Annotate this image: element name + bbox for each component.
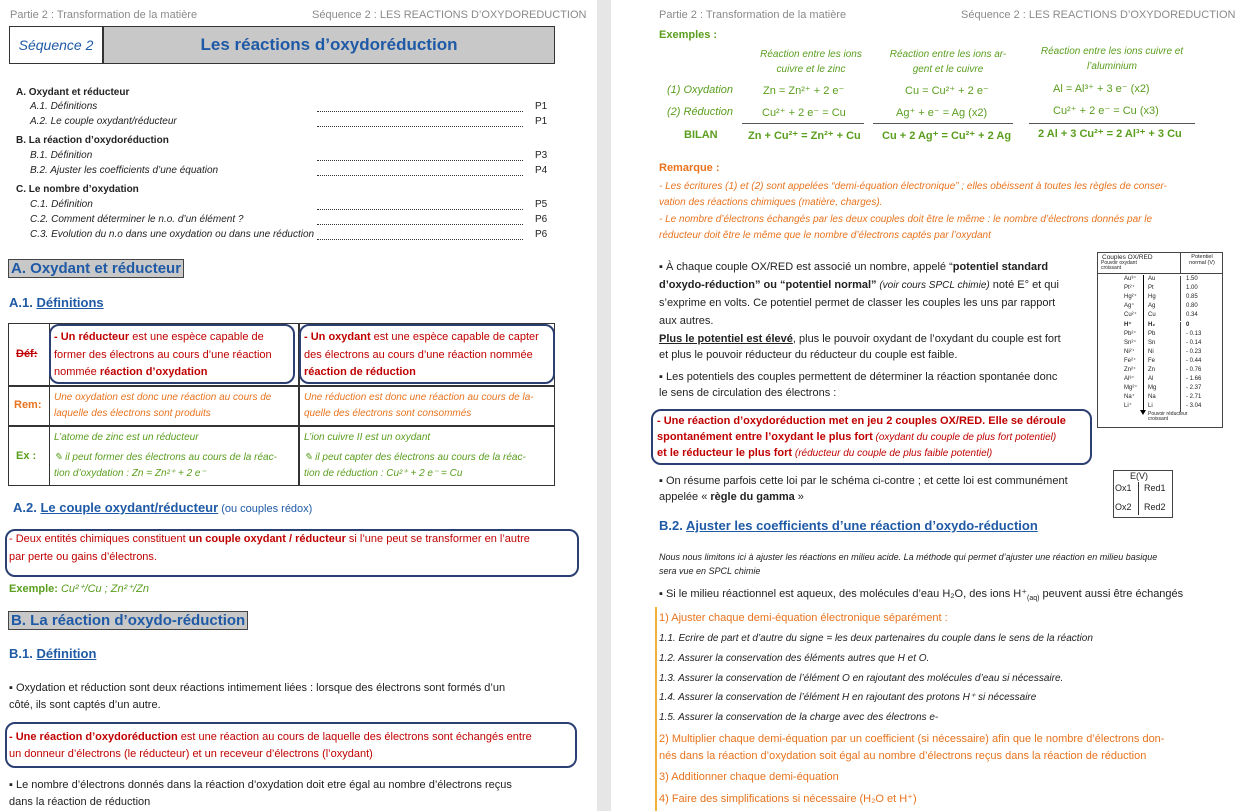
toc-page: P1: [535, 101, 548, 112]
redox-definition: - Une réaction d’oxydoréduction est une réaction au cours de laquelle des électrons sont échangés entre: [9, 731, 532, 743]
potential-paragraph-line3: s’exprime en volts. Ce potentiel permet de classer les couples les uns par rapport: [659, 297, 1056, 309]
b1-paragraph-line2: côté, ils sont captés d’un autre.: [9, 699, 161, 711]
section-a1-heading: A.1. Définitions: [9, 295, 104, 310]
couple-definition-line2: par perte ou gains d’électrons.: [9, 551, 157, 563]
gamma-red2: Red2: [1144, 502, 1166, 512]
ptable-oxidant: Fe²⁺: [1124, 357, 1137, 364]
ptable-potential: - 2.71: [1186, 394, 1202, 401]
row-label-reduction: (2) Réduction: [667, 106, 734, 118]
section-a-heading: A. Oxydant et réducteur: [8, 259, 184, 278]
steps-margin-bar: [655, 607, 657, 811]
ptable-reductant: Pt: [1148, 285, 1154, 292]
ptable-oxidant: Cu²⁺: [1124, 312, 1137, 319]
toc-item[interactable]: B.1. Définition: [30, 150, 93, 161]
ptable-reductant: Al: [1148, 376, 1154, 383]
ptable-oxidant: Pt²⁺: [1124, 285, 1135, 292]
col-head: Réaction entre les ions cuivre et le zinc: [760, 49, 862, 75]
ptable-potential: 0.85: [1186, 294, 1198, 301]
toc-item[interactable]: C.3. Evolution du n.o dans une oxydation ou dans une réduction: [30, 229, 315, 240]
toc-item[interactable]: C.1. Définition: [30, 199, 93, 210]
right-page: [611, 0, 1240, 811]
spontaneous-paragraph-line2: le sens de circulation des électrons :: [659, 387, 837, 399]
potential-paragraph: ▪ À chaque couple OX/RED est associé un nombre, appelé “potentiel standard: [659, 261, 1049, 273]
b2-aqueous-paragraph: ▪ Si le milieu réactionnel est aqueux, des molécules d’eau H₂O, des ions $H^+_{(aq)}$ peuvent aussi être échangés: [659, 588, 1184, 603]
ptable-reductant: Pb: [1148, 330, 1156, 337]
toc-item[interactable]: B.2. Ajuster les coefficients d’une équation: [30, 165, 219, 176]
ptable-potential: - 0.44: [1186, 357, 1202, 364]
step-1-5: 1.5. Assurer la conservation de la charge avec des électrons e-: [659, 712, 939, 723]
eq-ox-3: Al = Al³⁺ + 3 e⁻ (x2): [1053, 83, 1150, 95]
redox-definition-box: [5, 722, 577, 768]
ex-zinc: L’atome de zinc est un réducteur: [54, 432, 199, 443]
header-left: Partie 2 : Transformation de la matière: [10, 9, 198, 21]
ptable-oxidant: Au³⁺: [1124, 276, 1137, 282]
row-label-bilan: BILAN: [684, 129, 718, 141]
gamma-e-axis-label: E(V): [1130, 471, 1148, 481]
toc-page: P6: [535, 214, 548, 225]
remark-line: vation des réactions chimiques (matière, charges).: [659, 197, 883, 208]
section-b2-heading: B.2. Ajuster les coefficients d’une réaction d’oxydo-réduction: [659, 518, 1038, 533]
ptable-potential: - 0.23: [1186, 348, 1202, 355]
potential-paragraph-line2: d’oxydo-réduction” ou “potentiel normal” (voir cours SPCL chimie) noté E° et qui: [659, 279, 1059, 291]
gamma-ox1: Ox1: [1115, 483, 1132, 493]
gamma-rule-figure: [1113, 470, 1173, 518]
ptable-oxidant: Zn²⁺: [1124, 367, 1137, 373]
rem-reduction: Une réduction est donc une réaction au cours de la-: [304, 392, 534, 403]
def-oxydant: - Un oxydant est une espèce capable de capter: [304, 331, 539, 343]
ptable-reductant: H₂: [1148, 321, 1155, 328]
ptable-oxidant: Na⁺: [1124, 394, 1135, 401]
def-label: Déf:: [16, 348, 38, 360]
ptable-oxidant: Sn²⁺: [1124, 339, 1137, 346]
toc-item[interactable]: A. Oxydant et réducteur: [16, 87, 130, 98]
sequence-box: [9, 26, 103, 64]
couple-example: Exemple: Cu²⁺/Cu ; Zn²⁺/Zn: [9, 583, 149, 595]
toc-page: P1: [535, 116, 548, 127]
rem-oxydation-line2: laquelle des électrons sont produits: [54, 408, 211, 419]
ptable-potential: 0.34: [1186, 312, 1198, 319]
ptable-potential: 1.00: [1186, 285, 1198, 292]
ptable-potential: 0.80: [1186, 303, 1198, 310]
b2-note: Nous nous limitons ici à ajuster les réactions en milieu acide. La méthode qui permet d’ajuster une réaction en milieu basique: [659, 552, 1158, 562]
spontaneous-paragraph: ▪ Les potentiels des couples permettent de déterminer la réaction spontanée donc: [659, 371, 1058, 383]
ptable-oxidant: Ag⁺: [1124, 303, 1135, 310]
step-4: 4) Faire des simplifications si nécessaire (H₂O et H⁺): [659, 793, 917, 805]
step-1-4: 1.4. Assurer la conservation de l’élément H en rajoutant des protons H⁺ si nécessaire: [659, 692, 1037, 703]
section-b1-heading: B.1. Définition: [9, 646, 97, 661]
eq-bilan-3: 2 Al + 3 Cu²⁺ = 2 Al³⁺ + 3 Cu: [1038, 128, 1182, 140]
remark-label: Remarque :: [659, 162, 720, 174]
eq-bilan-1: Zn + Cu²⁺ = Zn²⁺ + Cu: [748, 130, 861, 142]
ptable-reductant: Zn: [1148, 367, 1156, 373]
ptable-potential: - 0.14: [1186, 339, 1202, 346]
ptable-oxidant: Al³⁺: [1124, 376, 1135, 383]
ex-cuivre-line2: ✎ il peut capter des électrons au cours de la réac-: [304, 452, 526, 463]
eq-ox-2: Cu = Cu²⁺ + 2 e⁻: [905, 85, 989, 97]
ptable-sub-bottom: Pouvoir réducteur croissant: [1148, 411, 1188, 422]
ex-zinc-line2: ✎ il peut former des électrons au cours de la réac-: [54, 452, 277, 463]
gamma-ox2: Ox2: [1115, 502, 1132, 512]
toc-page: P3: [535, 150, 548, 161]
ptable-oxidant: Mg²⁺: [1124, 385, 1138, 392]
header-left: Partie 2 : Transformation de la matière: [659, 9, 847, 21]
couple-definition: - Deux entités chimiques constituent un couple oxydant / réducteur si l’une peut se transformer en l’autre: [9, 533, 530, 545]
header-right: Séquence 2 : LES REACTIONS D’OXYDOREDUCTION: [312, 9, 587, 21]
ex-zinc-line3: tion d’oxydation : Zn = Zn²⁺ + 2 e⁻: [54, 468, 206, 479]
ptable-potential: - 2.37: [1186, 385, 1202, 392]
ptable-potential: 1.50: [1186, 276, 1198, 282]
row-label-oxydation: (1) Oxydation: [667, 84, 734, 96]
step-1: 1) Ajuster chaque demi-équation électronique séparément :: [659, 612, 948, 624]
ptable-potential: - 0.13: [1186, 330, 1202, 337]
remark-line: réducteur doit être le même que le nombre d’électrons captés par l’oxydant: [659, 230, 991, 241]
page-title: Les réactions d’oxydoréduction: [200, 35, 458, 54]
spontaneous-rule-line2: spontanément entre l’oxydant le plus fort (oxydant du couple de plus fort potentiel): [657, 431, 1057, 443]
col-head: Réaction entre les ions ar- gent et le cuivre: [889, 49, 1007, 75]
toc-item[interactable]: B. La réaction d’oxydoréduction: [16, 135, 169, 146]
eq-red-1: Cu²⁺ + 2 e⁻ = Cu: [762, 107, 846, 119]
potential-paragraph-line6: et plus le pouvoir réducteur du réducteur du couple est faible.: [659, 349, 958, 361]
eq-bilan-2: Cu + 2 Ag⁺ = Cu²⁺ + 2 Ag: [882, 130, 1012, 142]
examples-label: Exemples :: [659, 29, 718, 41]
ex-label: Ex :: [16, 450, 37, 462]
col-head: Réaction entre les ions cuivre et l’aluminium: [1040, 46, 1184, 72]
ptable-reductant: Na: [1148, 394, 1156, 401]
toc-item[interactable]: A.1. Définitions: [30, 101, 98, 112]
section-a2-heading: A.2. Le couple oxydant/réducteur (ou couples rédox): [13, 500, 313, 515]
sequence-label: Séquence 2: [18, 37, 94, 53]
def-reducteur-line2: former des électrons au cours d’une réaction: [54, 349, 272, 361]
ptable-reductant: Ni: [1148, 348, 1154, 355]
step-1-3: 1.3. Assurer la conservation de l’élément O en rajoutant des molécules d’eau si nécessaire.: [659, 673, 1064, 684]
rem-label: Rem:: [14, 399, 42, 411]
ptable-reductant: Sn: [1148, 339, 1156, 346]
ex-cuivre-line3: tion de réduction : Cu²⁺ + 2 e⁻ = Cu: [304, 468, 463, 479]
gamma-red1: Red1: [1144, 483, 1166, 493]
ptable-potential: 0: [1186, 321, 1190, 328]
toc-page: P6: [535, 229, 548, 240]
potential-paragraph-line5: Plus le potentiel est élevé, plus le pouvoir oxydant de l’oxydant du couple est fort: [659, 333, 1061, 345]
spontaneous-rule: - Une réaction d’oxydoréduction met en jeu 2 couples OX/RED. Elle se déroule: [657, 415, 1066, 427]
b2-note-line2: sera vue en SPCL chimie: [659, 566, 761, 576]
ptable-oxidant: Hg²⁺: [1124, 294, 1137, 301]
ptable-reductant: Mg: [1148, 385, 1157, 392]
section-b-heading: B. La réaction d’oxydo-réduction: [8, 611, 248, 630]
gamma-paragraph-line2: appelée « règle du gamma »: [659, 491, 804, 503]
potential-paragraph-line4: aux autres.: [659, 315, 714, 327]
b1-paragraph2-line2: dans la réaction de réduction: [9, 796, 151, 808]
rem-oxydation: Une oxydation est donc une réaction au cours de: [54, 392, 272, 403]
eq-red-3: Cu²⁺ + 2 e⁻ = Cu (x3): [1053, 105, 1159, 117]
toc-item[interactable]: C.2. Comment déterminer le n.o. d’un élément ?: [30, 214, 244, 225]
ptable-potential: - 1.66: [1186, 376, 1202, 383]
rem-reduction-line2: quelle des électrons sont consommés: [304, 408, 472, 419]
ptable-oxidant: Li⁺: [1124, 403, 1132, 410]
ptable-reductant: Hg: [1148, 294, 1156, 301]
ptable-sub-top: Pouvoir oxydant croissant: [1101, 260, 1137, 271]
b1-paragraph: ▪ Oxydation et réduction sont deux réactions intimement liées : lorsque des électrons sont formés d’un: [9, 682, 506, 694]
step-1-2: 1.2. Assurer la conservation des éléments autres que H et O.: [659, 653, 930, 664]
def-reducteur: - Un réducteur est une espèce capable de: [54, 331, 264, 343]
header-right: Séquence 2 : LES REACTIONS D’OXYDOREDUCTION: [961, 9, 1236, 21]
ptable-reductant: Li: [1148, 403, 1153, 410]
step-2-line2: nés dans la réaction d’oxydation soit égal au nombre d’électrons reçus dans la réaction de réduction: [659, 750, 1147, 762]
ptable-potential: - 0.76: [1186, 367, 1202, 373]
ptable-reductant: Ag: [1148, 303, 1156, 310]
redox-definition-line2: un donneur d’électrons (le réducteur) et un receveur d’électrons (l’oxydant): [9, 748, 373, 760]
left-page: [0, 0, 597, 811]
ptable-oxidant: Pb²⁺: [1124, 330, 1137, 337]
ptable-reductant: Fe: [1148, 357, 1156, 364]
toc-item[interactable]: C. Le nombre d’oxydation: [16, 184, 139, 195]
remark-line: - Les écritures (1) et (2) sont appelées “demi-équation électronique” ; elles obéissent à toutes les règles de conser-: [659, 181, 1167, 192]
ptable-reductant: Au: [1148, 276, 1156, 282]
eq-red-2: Ag⁺ + e⁻ = Ag (x2): [896, 107, 988, 119]
eq-ox-1: Zn = Zn²⁺ + 2 e⁻: [763, 85, 845, 97]
title-box: [103, 26, 555, 64]
toc-item[interactable]: A.2. Le couple oxydant/réducteur: [30, 116, 177, 127]
remark-line: - Le nombre d’électrons échangés par les deux couples doit être le même : le nombre d’électrons donnés par le: [659, 214, 1153, 225]
ptable-reductant: Cu: [1148, 312, 1156, 319]
ptable-head-couples: Couples OX/RED: [1102, 254, 1153, 261]
step-1-1: 1.1. Ecrire de part et d’autre du signe = les deux partenaires du couple dans le sens de la réaction: [659, 633, 1093, 644]
ex-cuivre: L’ion cuivre II est un oxydant: [304, 432, 431, 443]
step-3: 3) Additionner chaque demi-équation: [659, 771, 839, 783]
ptable-oxidant: H⁺: [1124, 321, 1132, 328]
step-2: 2) Multiplier chaque demi-équation par un coefficient (si nécessaire) afin que le nombre d’électrons don-: [659, 733, 1165, 745]
ptable-oxidant: Ni²⁺: [1124, 348, 1135, 355]
standard-potential-table: [1097, 252, 1223, 428]
def-oxydant-line2: des électrons au cours d’une réaction nommée: [304, 349, 533, 361]
def-reducteur-line3: nommée réaction d’oxydation: [54, 366, 208, 378]
ptable-head-potential: Potentiel normal (V): [1189, 254, 1215, 266]
toc-page: P5: [535, 199, 548, 210]
spontaneous-rule-line3: et le réducteur le plus fort (réducteur du couple de plus faible potentiel): [657, 447, 993, 459]
toc-page: P4: [535, 165, 548, 176]
gamma-paragraph: ▪ On résume parfois cette loi par le schéma ci-contre ; et cette loi est communément: [659, 475, 1068, 487]
ptable-potential: - 3.04: [1186, 403, 1202, 410]
def-oxydant-line3: réaction de réduction: [304, 366, 416, 378]
b1-paragraph2: ▪ Le nombre d’électrons donnés dans la réaction d’oxydation doit etre égal au nombre d’électrons reçus: [9, 779, 512, 791]
